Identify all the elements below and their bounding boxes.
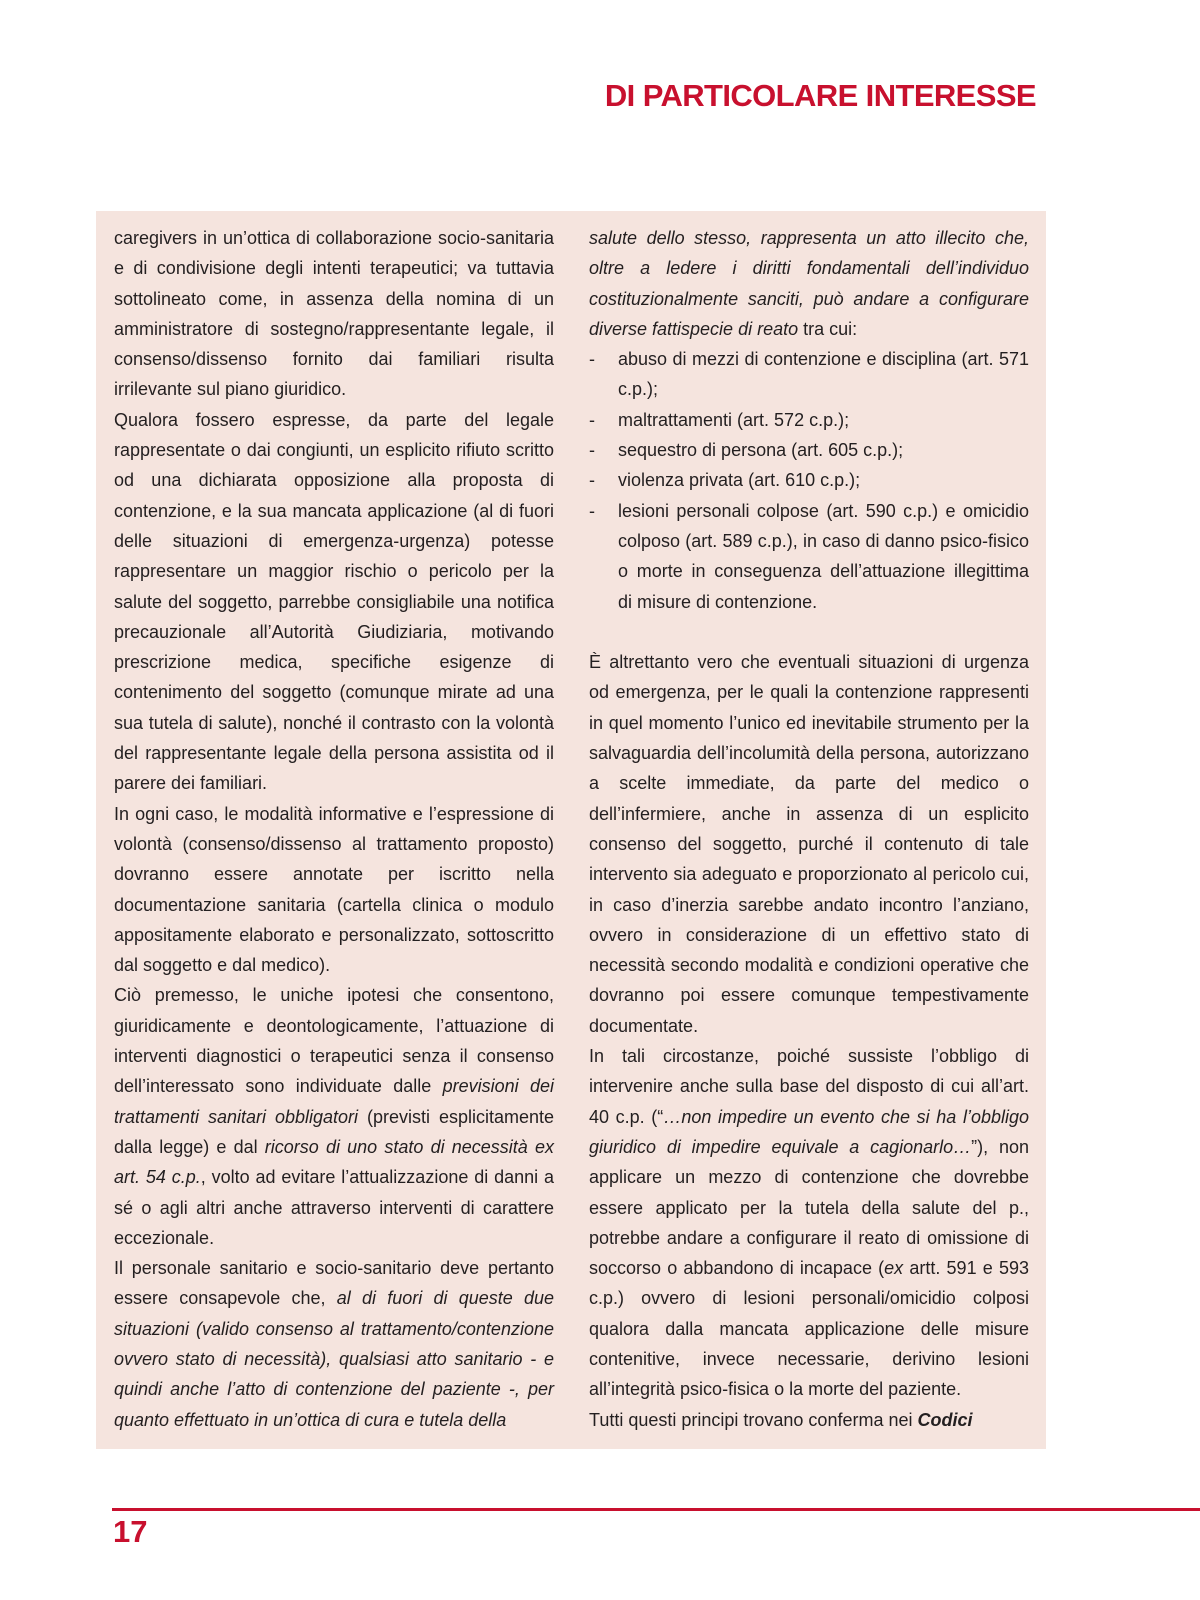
italic-text: …non impedire un evento che si ha l’obbligo giuridico di impedire equivale a cagionarlo… bbox=[589, 1106, 1029, 1157]
paragraph: È altrettanto vero che eventuali situazioni di urgenza od emergenza, per le quali la contenzione rappresenti in quel momento l’unico ed inevitabile strumento per la salvaguardia dell’incolumità della persona, autorizzano a scelte immediate, da parte del medico o dell’infermiere, anche in assenza di un esplicito consenso del soggetto, purché il contenuto di tale intervento sia adeguato e proporzionato al pericolo cui, in caso d’inerzia sarebbe andato incontro l’anziano, ovvero in considerazione di un effettivo stato di necessità secondo modalità e condizioni operative che dovranno poi essere comunque tempestivamente documentate. bbox=[589, 652, 1029, 1036]
text-run: tra cui: bbox=[798, 318, 858, 339]
paragraph bbox=[114, 980, 554, 1253]
list-item bbox=[589, 465, 1029, 495]
paragraph bbox=[589, 1041, 1029, 1405]
italic-text: ex bbox=[884, 1258, 904, 1279]
italic-text: salute dello stesso, rappresenta un atto illecito che, oltre a ledere i diritti fondamentali dell’individuo costituzionalmente sanciti, può andare a configurare diverse fattispecie di reato bbox=[589, 228, 1029, 339]
page-number: 17 bbox=[113, 1514, 148, 1549]
text-run: Tutti questi principi trovano conferma nei bbox=[589, 1409, 918, 1430]
text-run: ”), non applicare un mezzo di contenzione che dovrebbe essere applicato per la tutela della salute del p., potrebbe andare a configurare il reato di omissione di soccorso o abbandono di incapace ( bbox=[589, 1136, 1029, 1279]
list-item-text: lesioni personali colpose (art. 590 c.p.) e omicidio colposo (art. 589 c.p.), in caso di danno psico-fisico o morte in conseguenza dell’attuazione illegittima di misure di contenzione. bbox=[618, 500, 1029, 612]
list-item-text: abuso di mezzi di contenzione e disciplina (art. 571 c.p.); bbox=[618, 349, 1029, 400]
italic-text: previsioni dei trattamenti sanitari obbligatori bbox=[114, 1076, 554, 1127]
text-run: , volto ad evitare l’attualizzazione di danni a sé o agli altri anche attraverso interventi di carattere eccezionale. bbox=[114, 1167, 554, 1248]
text-run: (previsti esplicitamente dalla legge) e dal bbox=[114, 1106, 554, 1157]
dash-marker: - bbox=[589, 470, 595, 491]
text-run: artt. 591 e 593 c.p.) ovvero di lesioni personali/omicidio colposi qualora dalla mancata applicazione delle misure contenitive, invece necessarie, derivino lesioni all’integrità psico-fisica o la morte del paziente. bbox=[589, 1258, 1029, 1400]
left-column bbox=[114, 223, 554, 1435]
paragraph bbox=[589, 1405, 1029, 1435]
content-box bbox=[96, 211, 1046, 1449]
italic-text: ricorso di uno stato di necessità ex art. 54 c.p. bbox=[114, 1136, 554, 1188]
right-column bbox=[589, 223, 1029, 1435]
footer-rule bbox=[112, 1508, 1200, 1511]
list-item-text: violenza privata (art. 610 c.p.); bbox=[618, 470, 861, 491]
text-run: In tali circostanze, poiché sussiste l’obbligo di intervenire anche sulla base del disposto di cui all’art. 40 c.p. (“ bbox=[589, 1046, 1029, 1127]
list-item-text: maltrattamenti (art. 572 c.p.); bbox=[618, 409, 850, 430]
paragraph: In ogni caso, le modalità informative e l’espressione di volontà (consenso/dissenso al trattamento proposto) dovranno essere annotate per iscritto nella documentazione sanitaria (cartella clinica o modulo appositamente elaborato e personalizzato, sottoscritto dal soggetto e dal medico). bbox=[114, 803, 554, 976]
list-item bbox=[589, 435, 1029, 465]
offense-list bbox=[589, 344, 1029, 617]
list-item-text: sequestro di persona (art. 605 c.p.); bbox=[618, 440, 904, 461]
text-run: Il personale sanitario e socio-sanitario deve pertanto essere consapevole che, bbox=[114, 1258, 554, 1309]
list-item bbox=[589, 344, 1029, 405]
paragraph: caregivers in un’ottica di collaborazione socio-sanitaria e di condivisione degli intenti terapeutici; va tuttavia sottolineato come, in assenza della nomina di un amministratore di sostegno/rappresentante legale, il consenso/dissenso fornito dai familiari risulta irrilevante sul piano giuridico. bbox=[114, 228, 554, 400]
section-title: DI PARTICOLARE INTERESSE bbox=[604, 78, 1036, 113]
dash-marker: - bbox=[589, 500, 595, 521]
italic-text: al di fuori di queste due situazioni (valido consenso al trattamento/contenzione ovvero stato di necessità), qualsiasi atto sanitario - e quindi anche l’atto di contenzione del paziente -, per quanto effettuato in un’ottica di cura e tutela della bbox=[114, 1288, 554, 1430]
dash-marker: - bbox=[589, 349, 595, 370]
paragraph bbox=[589, 223, 1029, 344]
text-run: Ciò premesso, le uniche ipotesi che consentono, giuridicamente e deontologicamente, l’attuazione di interventi diagnostici o terapeutici senza il consenso dell’interessato sono individuate dalle bbox=[114, 985, 554, 1097]
dash-marker: - bbox=[589, 409, 595, 430]
list-item bbox=[589, 496, 1029, 617]
dash-marker: - bbox=[589, 440, 595, 461]
bold-italic-text: Codici bbox=[917, 1409, 973, 1430]
paragraph bbox=[114, 1253, 554, 1435]
list-item bbox=[589, 405, 1029, 435]
paragraph: Qualora fossero espresse, da parte del legale rappresentate o dai congiunti, un esplicito rifiuto scritto od una dichiarata opposizione alla proposta di contenzione, e la sua mancata applicazione (al di fuori delle situazioni di emergenza-urgenza) potesse rappresentare un maggior rischio o pericolo per la salute del soggetto, parrebbe consigliabile una notifica precauzionale all’Autorità Giudiziaria, motivando prescrizione medica, specifiche esigenze di contenimento del soggetto (comunque mirate ad una sua tutela di salute), nonché il contrasto con la volontà del rappresentante legale della persona assistita od il parere dei familiari. bbox=[114, 409, 554, 794]
